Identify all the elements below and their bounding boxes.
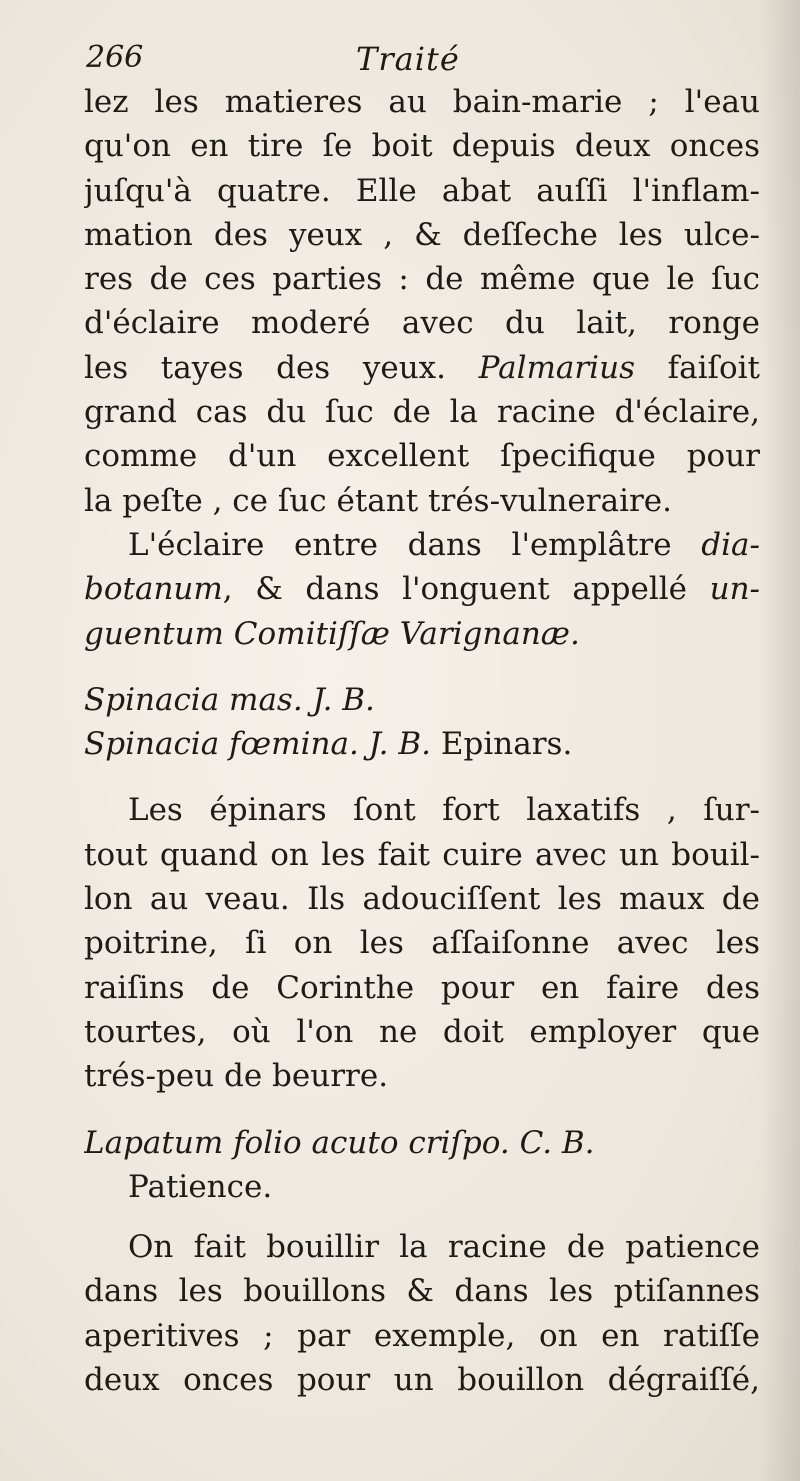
plant-heading: Spinacia mas. J. B. — [84, 681, 375, 718]
text-segment: , & dans l'onguent appellé — [222, 571, 688, 608]
latin-term: botanum — [84, 571, 223, 608]
text-line: mation des yeux , & deſſeche les ulce- — [84, 216, 760, 253]
text-line: dans les bouillons & dans les ptiſannes — [84, 1273, 760, 1310]
common-name: Epinars. — [440, 726, 573, 763]
text-segment: faiſoit — [667, 349, 760, 386]
latin-term: un- — [709, 571, 760, 608]
text-line: comme d'un excellent ſpecifique pour — [84, 438, 760, 475]
text-line: On fait bouillir la racine de patience — [128, 1229, 760, 1266]
spacer — [84, 656, 760, 678]
body-text — [84, 80, 760, 1402]
plant-heading — [84, 722, 760, 766]
text-line: trés-peu de beurre. — [84, 1058, 389, 1095]
text-line: raiſins de Corinthe pour en faire des — [84, 969, 760, 1006]
text-line: deux onces pour un bouillon dégraiſſé, — [84, 1362, 760, 1399]
text-line: tout quand on les fait cuire avec un bouil- — [84, 836, 760, 873]
common-name: Patience. — [128, 1168, 273, 1205]
text-line: tourtes, où l'on ne doit employer que — [84, 1013, 760, 1050]
text-line: poitrine, ſi on les aſſaiſonne avec les — [84, 925, 760, 962]
text-line — [84, 523, 760, 567]
text-segment: L'éclaire entre dans l'emplâtre — [128, 526, 672, 563]
spacer — [84, 1099, 760, 1121]
text-line: lon au veau. Ils adouciſſent les maux de — [84, 881, 760, 918]
spacer — [84, 1209, 760, 1225]
page-number: 266 — [86, 40, 144, 75]
plant-heading: Lapatum folio acuto criſpo. C. B. — [84, 1124, 595, 1161]
text-line: aperitives ; par exemple, on en ratiſſe — [84, 1317, 760, 1354]
text-line: d'éclaire moderé avec du lait, ronge — [84, 305, 760, 342]
page-header — [86, 40, 766, 80]
text-line: la peſte , ce ſuc étant trés-vulneraire. — [84, 482, 673, 519]
text-line: juſqu'à quatre. Elle abat auſſi l'inflam- — [84, 172, 760, 209]
running-title: Traité — [356, 40, 460, 78]
text-line: res de ces parties : de même que le ſuc — [84, 261, 760, 298]
text-line — [84, 346, 760, 390]
text-line: guentum Comitiſſæ Varignanæ. — [84, 615, 580, 652]
latin-name: Spinacia fœmina. J. B. — [84, 726, 432, 763]
text-line: grand cas du ſuc de la racine d'éclaire, — [84, 394, 760, 431]
text-line: lez les matieres au bain-marie ; l'eau — [84, 84, 760, 120]
text-segment: les tayes des yeux. — [84, 349, 446, 386]
spacer — [84, 766, 760, 788]
text-line — [84, 567, 760, 611]
latin-term: dia- — [701, 526, 760, 563]
text-line: Les épinars ſont fort laxatifs , ſur- — [128, 792, 760, 829]
author-name: Palmarius — [478, 349, 635, 386]
text-line: qu'on en tire ſe boit depuis deux onces — [84, 128, 760, 165]
